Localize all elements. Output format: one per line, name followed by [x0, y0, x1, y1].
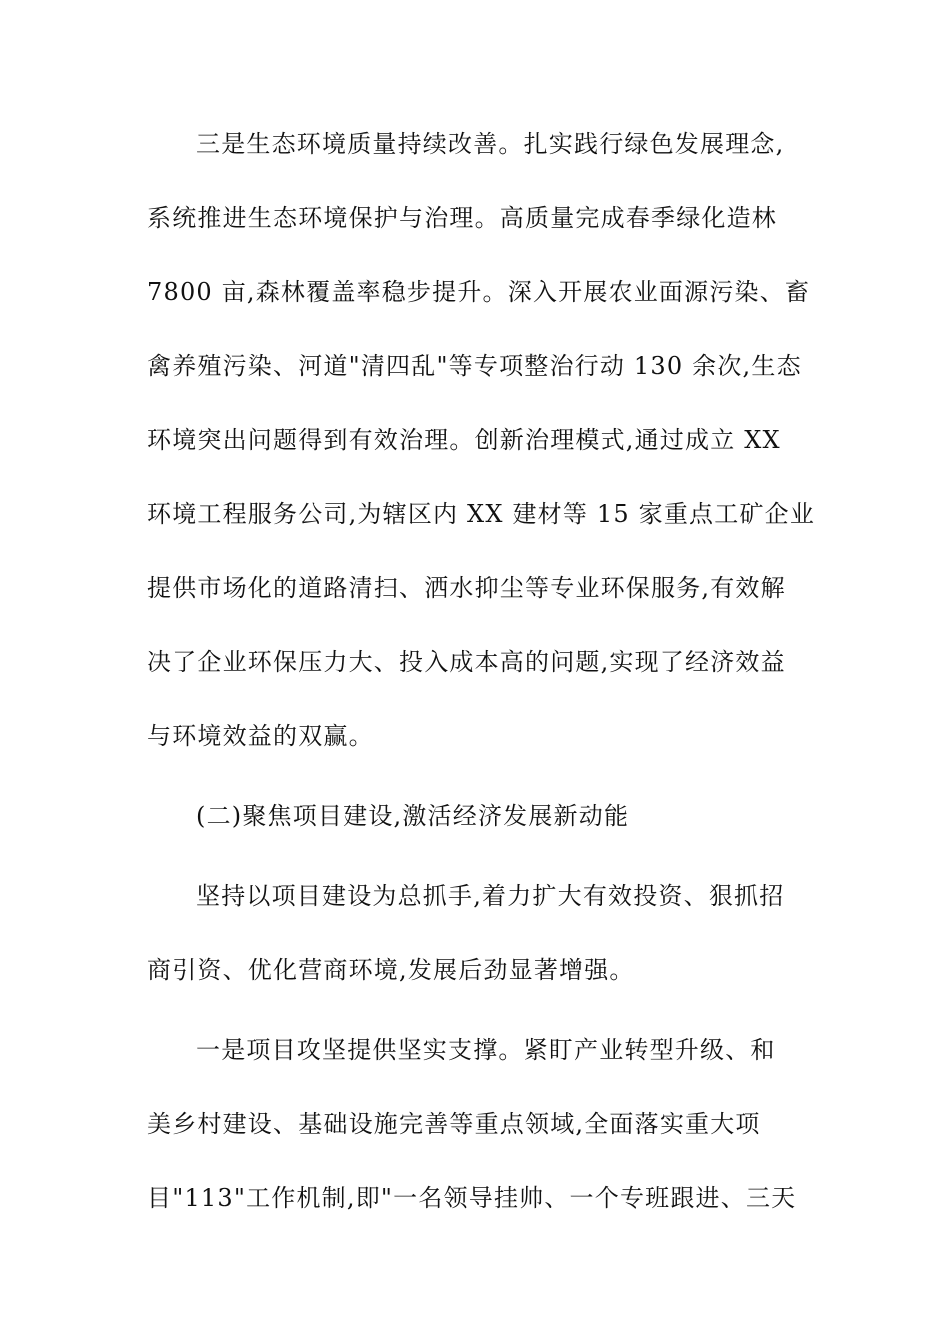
paragraph-1-line-5: 环境突出问题得到有效治理。创新治理模式,通过成立 XX: [147, 426, 781, 454]
section-heading: (二)聚焦项目建设,激活经济发展新动能: [196, 802, 630, 830]
paragraph-1-line-9: 与环境效益的双赢。: [147, 722, 374, 750]
paragraph-2-line-2: 商引资、优化营商环境,发展后劲显著增强。: [147, 956, 635, 984]
paragraph-1-line-2: 系统推进生态环境保护与治理。高质量完成春季绿化造林: [147, 204, 777, 232]
paragraph-1-line-6: 环境工程服务公司,为辖区内 XX 建材等 15 家重点工矿企业: [147, 500, 816, 528]
paragraph-2-line-1: 坚持以项目建设为总抓手,着力扩大有效投资、狠抓招: [196, 882, 785, 910]
paragraph-1-line-3: 7800 亩,森林覆盖率稳步提升。深入开展农业面源污染、畜: [147, 278, 811, 306]
paragraph-3-line-3: 目"113"工作机制,即"一名领导挂帅、一个专班跟进、三天: [147, 1184, 797, 1212]
paragraph-3-line-2: 美乡村建设、基础设施完善等重点领域,全面落实重大项: [147, 1110, 761, 1138]
paragraph-1-line-7: 提供市场化的道路清扫、洒水抑尘等专业环保服务,有效解: [147, 574, 786, 602]
paragraph-3-line-1: 一是项目攻坚提供坚实支撑。紧盯产业转型升级、和: [196, 1036, 776, 1064]
paragraph-1-line-8: 决了企业环保压力大、投入成本高的问题,实现了经济效益: [147, 648, 786, 676]
paragraph-1-line-4: 禽养殖污染、河道"清四乱"等专项整治行动 130 余次,生态: [147, 352, 802, 380]
paragraph-1-line-1: 三是生态环境质量持续改善。扎实践行绿色发展理念,: [196, 130, 785, 158]
